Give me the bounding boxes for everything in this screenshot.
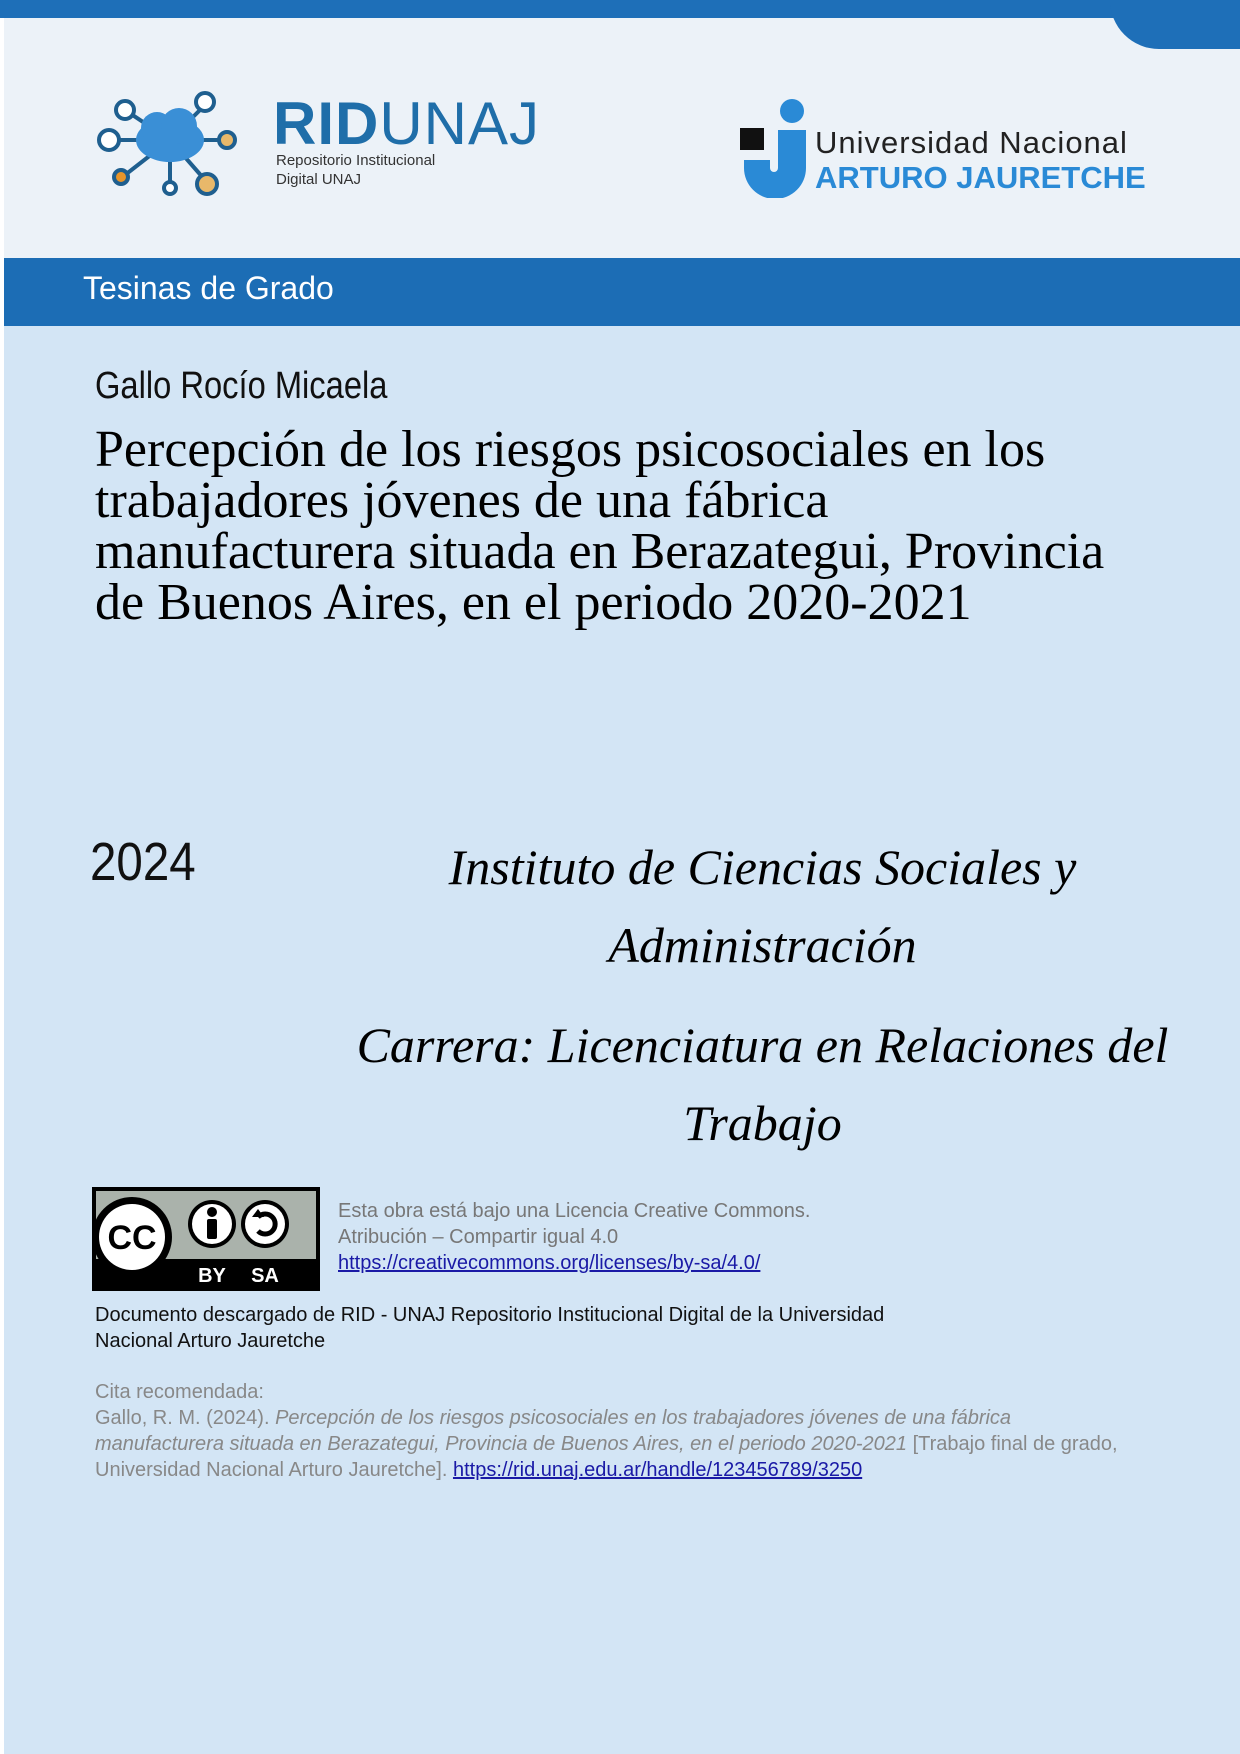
citation-suffix: [Trabajo final de grado, Universidad Nacional Arturo Jauretche]. [95, 1433, 1118, 1481]
thesis-title-line: trabajadores jóvenes de una fábrica [95, 472, 829, 529]
rid-wordmark-thin: UNAJ [379, 90, 541, 157]
rid-subtitle [276, 151, 435, 189]
thesis-title-line: manufacturera situada en Berazategui, Provincia [95, 523, 1105, 580]
category-label: Tesinas de Grado [83, 270, 334, 306]
license-line1: Esta obra está bajo una Licencia Creative Commons. [338, 1200, 811, 1222]
top-accent-strip [0, 0, 1240, 18]
download-notice-line1: Documento descargado de RID - UNAJ Repositorio Institucional Digital de la Universidad [95, 1304, 885, 1326]
institute-line: Administración [608, 917, 917, 973]
license-text [338, 1198, 810, 1276]
rid-wordmark-bold: RID [273, 90, 380, 157]
rid-network-cloud-logo-icon [95, 80, 245, 200]
download-notice [95, 1302, 995, 1354]
download-notice-line2: Nacional Arturo Jauretche [95, 1330, 326, 1352]
cc-by-sa-badge-icon [92, 1187, 320, 1291]
rid-subtitle-line1: Repositorio Institucional [276, 152, 436, 169]
university-name-line2: ARTURO JAURETCHE [815, 160, 1146, 195]
citation-text [95, 1405, 1145, 1483]
thesis-title-line: Percepción de los riesgos psicosociales en los [95, 421, 1046, 478]
citation-prefix: Gallo, R. M. (2024). [95, 1407, 276, 1429]
career-line: Trabajo [683, 1095, 842, 1151]
thesis-title [95, 421, 1175, 631]
license-link[interactable]: https://creativecommons.org/licenses/by-sa/4.0/ [338, 1252, 761, 1274]
license-line2: Atribución – Compartir igual 4.0 [338, 1226, 619, 1248]
cc-badge-by-text: BY [198, 1265, 226, 1287]
career-name [330, 1006, 1195, 1162]
citation-label: Cita recomendada: [95, 1381, 264, 1403]
rid-wordmark [273, 90, 541, 157]
citation-link[interactable]: https://rid.unaj.edu.ar/handle/123456789/3250 [452, 1459, 863, 1481]
university-name-line1: Universidad Nacional [815, 125, 1128, 160]
citation-title: Percepción de los riesgos psicosociales en los trabajadores jóvenes de una fábrica manufacturera situada en Berazategui, Provincia de Buenos Aires, en el periodo 2020-2021 [95, 1407, 1012, 1455]
institute-line: Instituto de Ciencias Sociales y [448, 839, 1077, 895]
unaj-j-logo-icon [740, 98, 810, 198]
institute-name [330, 828, 1195, 984]
cc-badge-cc-text: CC [107, 1219, 157, 1257]
publication-year: 2024 [90, 832, 196, 892]
rid-subtitle-line2: Digital UNAJ [276, 171, 362, 188]
author-name: Gallo Rocío Micaela [95, 365, 388, 407]
cc-badge-sa-text: SA [251, 1265, 279, 1287]
career-line: Carrera: Licenciatura en Relaciones del [356, 1017, 1169, 1073]
thesis-title-line: de Buenos Aires, en el periodo 2020-2021 [95, 574, 972, 631]
